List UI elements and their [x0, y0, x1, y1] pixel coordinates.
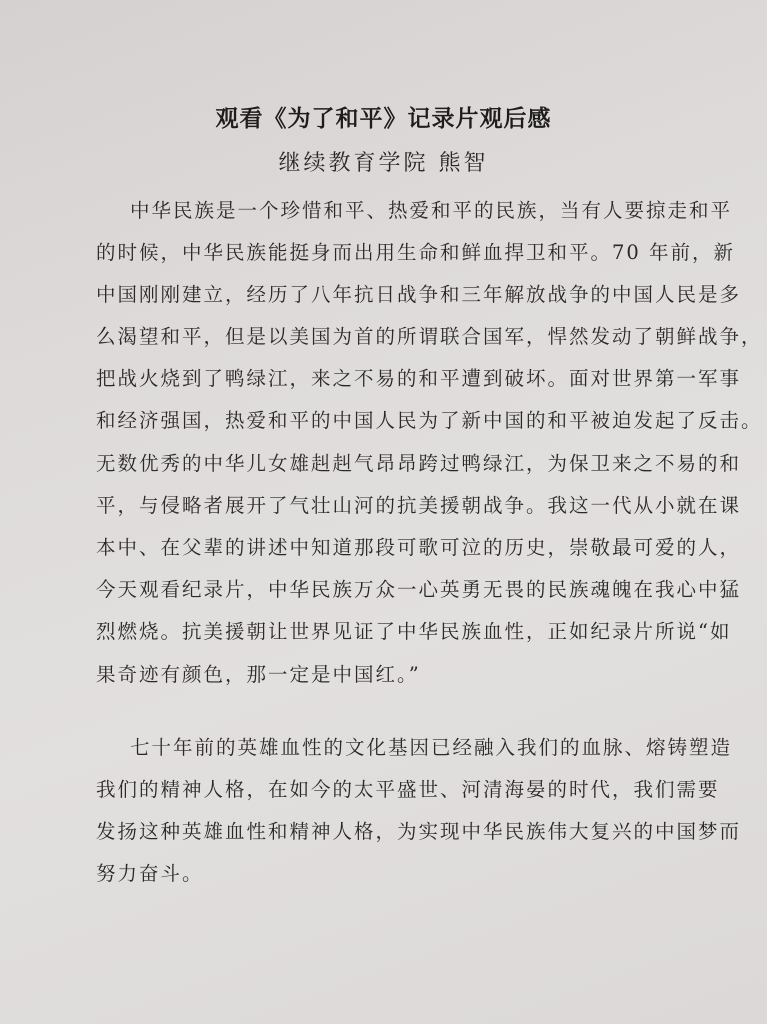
text-line: 努力奋斗。	[96, 862, 204, 885]
text-line: 平，与侵略者展开了气壮山河的抗美援朝战争。我这一代从小就在课	[96, 494, 742, 517]
text-line: 发扬这种英雄血性和精神人格，为实现中华民族伟大复兴的中国梦而	[96, 820, 742, 843]
text-line: 烈燃烧。抗美援朝让世界见证了中华民族血性，正如纪录片所说“如	[96, 620, 732, 643]
text-line: 么渴望和平，但是以美国为首的所谓联合国军，悍然发动了朝鲜战争，	[96, 325, 763, 348]
document-title: 观看《为了和平》记录片观后感	[215, 106, 552, 132]
text-line: 无数优秀的中华儿女雄赳赳气昂昂跨过鸭绿江，为保卫来之不易的和	[96, 452, 742, 475]
text-line: 把战火烧到了鸭绿江，来之不易的和平遭到破坏。面对世界第一军事	[96, 367, 742, 390]
text-line: 中华民族是一个珍惜和平、热爱和平的民族，当有人要掠走和平	[130, 199, 733, 222]
text-line: 七十年前的英雄血性的文化基因已经融入我们的血脉、熔铸塑造	[130, 736, 733, 759]
text-line: 中国刚刚建立，经历了八年抗日战争和三年解放战争的中国人民是多	[96, 283, 742, 306]
text-line: 果奇迹有颜色，那一定是中国红。”	[96, 663, 421, 686]
text-line: 和经济强国，热爱和平的中国人民为了新中国的和平被迫发起了反击。	[96, 409, 763, 432]
text-line: 的时候，中华民族能挺身而出用生命和鲜血捍卫和平。70 年前，新	[96, 241, 736, 264]
text-line: 今天观看纪录片，中华民族万众一心英勇无畏的民族魂魄在我心中猛	[96, 578, 742, 601]
text-line: 本中、在父辈的讲述中知道那段可歌可泣的历史，崇敬最可爱的人，	[96, 536, 742, 559]
text-line: 我们的精神人格，在如今的太平盛世、河清海晏的时代，我们需要	[96, 778, 720, 801]
author-line: 继续教育学院 熊智	[278, 151, 489, 176]
